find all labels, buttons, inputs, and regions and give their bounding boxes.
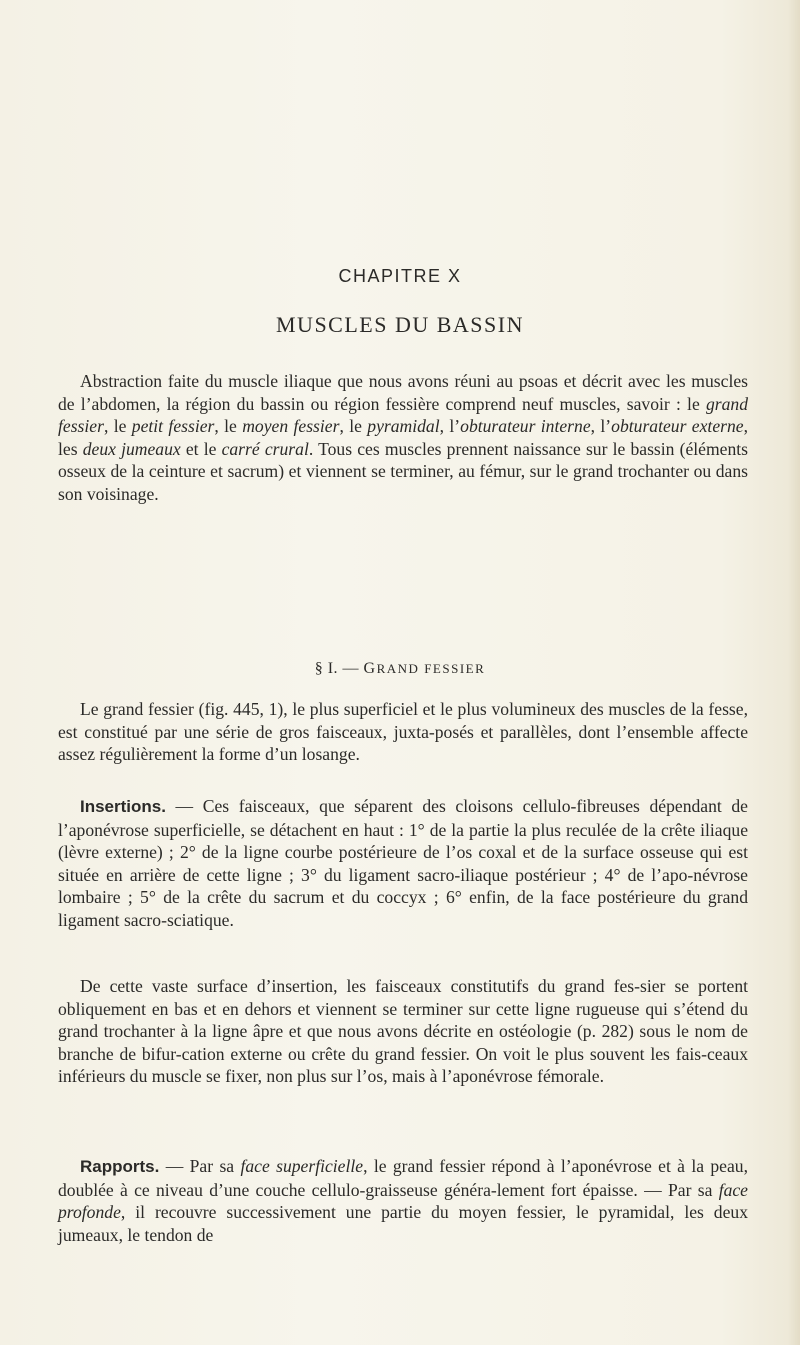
termination-text: De cette vaste surface d’insertion, les faisceaux constitutifs du grand fes-sier se portent obliquement en bas et en dehors et viennent se terminer sur cette ligne rugueuse qui s’étend du grand trochanter à la ligne âpre et que nous avons décrite en ostéologie (p. 282) sous le nom de branche de bifur-cation externe ou crête du grand fessier. On voit le plus souvent les fais-ceaux inférieurs du muscle se fixer, non plus sur l’os, mais à l’aponévrose fémorale. <box>58 976 748 1087</box>
page-title: MUSCLES DU BASSIN <box>276 312 524 337</box>
section-title: RAND FESSIER <box>376 661 486 676</box>
muscle-obturateur-externe: obturateur externe <box>611 416 744 437</box>
insertions-text: — Ces faisceaux, que séparent des cloisons cellulo-fibreuses dépendant de l’aponévrose superficielle, se détachent en haut : 1° de la partie la plus reculée de la crête iliaque (lèvre externe) ; 2° de la ligne courbe postérieure de l’os coxal et de la surface osseuse qui est située en arrière de cette ligne ; 3° du ligament sacro-iliaque postérieur ; 4° de l’apo-névrose lombaire ; 5° de la crête du sacrum et du coccyx ; 6° enfin, de la face postérieure du grand ligament sacro-sciatique. <box>58 796 748 930</box>
rapports-label: Rapports. <box>80 1157 160 1176</box>
muscle-carre-crural: carré crural <box>221 438 309 459</box>
muscle-deux-jumeaux: deux jumeaux <box>82 438 181 459</box>
muscle-pyramidal: pyramidal <box>367 416 440 437</box>
sep: , les <box>58 416 748 459</box>
section-number: § I. — <box>314 660 364 677</box>
intro-text-end: . Tous ces muscles prennent naissance sur le bassin (éléments osseux de la ceinture et sacrum) et viennent se terminer, au fémur, sur le grand trochanter ou dans son voisinage. <box>58 438 749 504</box>
face-superficielle: face superficielle <box>240 1156 364 1176</box>
section-initial: G <box>363 660 377 677</box>
rapports-paragraph <box>58 1155 748 1246</box>
chapter-heading: CHAPITRE X <box>338 266 462 286</box>
sep: et le <box>180 438 222 459</box>
intro-text: Abstraction faite du muscle iliaque que nous avons réuni au psoas et décrit avec les muscles de l’abdomen, la région du bassin ou région fessière comprend neuf muscles, savoir : le <box>58 371 748 414</box>
sep: , l’ <box>590 416 612 437</box>
muscle-grand-fessier: grand fessier <box>58 393 748 437</box>
sep: , le <box>339 416 368 437</box>
rapports-text: , il recouvre successivement une partie du moyen fessier, le pyramidal, les deux jumeaux, le tendon de <box>58 1202 748 1245</box>
muscle-petit-fessier: petit fessier <box>131 416 215 437</box>
rapports-text: , le grand fessier répond à l’aponévrose et à la peau, doublée à ce niveau d’une couche cellulo-graisseuse généra-lement fort épaisse. — Par sa <box>58 1156 748 1200</box>
muscle-obturateur-interne: obturateur interne <box>460 416 591 437</box>
rapports-text: — Par sa <box>159 1156 241 1176</box>
section-heading <box>0 660 800 678</box>
sep: , le <box>103 416 132 437</box>
termination-paragraph <box>58 975 748 1088</box>
sep: , l’ <box>439 416 461 437</box>
intro-paragraph <box>58 370 748 506</box>
muscle-moyen-fessier: moyen fessier <box>242 416 340 437</box>
description-paragraph <box>58 698 748 766</box>
face-profonde: face profonde <box>58 1179 748 1223</box>
insertions-label: Insertions. <box>80 797 166 816</box>
sep: , le <box>214 416 243 437</box>
insertions-paragraph <box>58 795 748 932</box>
description-text: Le grand fessier (fig. 445, 1), le plus superficiel et le plus volumineux des muscles de la fesse, est constitué par une série de gros faisceaux, juxta-posés et parallèles, dont l’ensemble affecte assez régulièrement la forme d’un losange. <box>58 699 748 765</box>
